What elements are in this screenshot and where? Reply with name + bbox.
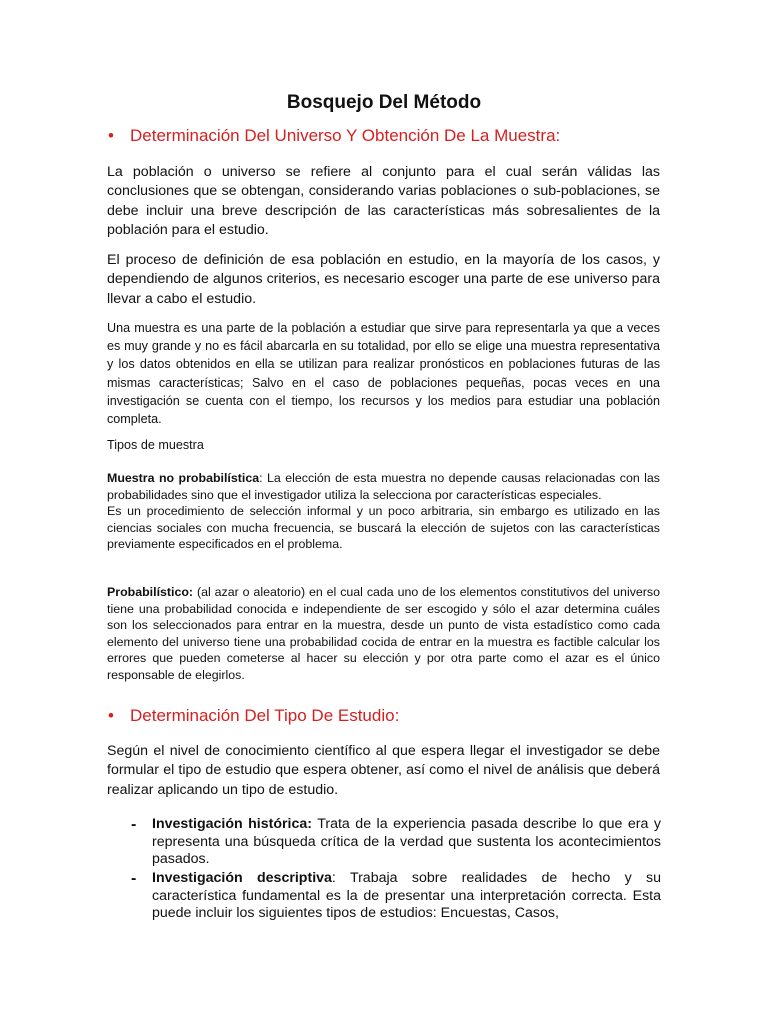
bullet-icon: •	[108, 126, 114, 145]
term-probabilistico: Probabilístico:	[107, 585, 194, 599]
definition-text: Trata de la experiencia pasada describe lo que era y representa una búsqueda crítica de la verdad que sustenta los acontecimientos pasados.	[152, 816, 661, 868]
section-heading-text: Determinación Del Tipo De Estudio:	[130, 706, 400, 725]
dash-marker: -	[131, 816, 137, 833]
definition-text: : La elección de esta muestra no depende causas relacionadas con las probabilidades sino que el investigador utiliza la selecciona por características especiales.	[107, 471, 661, 502]
paragraph-tipo-estudio	[107, 742, 660, 800]
paragraph-text: Una muestra es una parte de la población a estudiar que sirve para representarla ya que a veces es muy grande y no es fácil abarcarla en su totalidad, por ello se elige una muestra representativa y los datos obtenidos en ella se utilizan para realizar pronósticos en poblaciones futuras de las mismas características; Salvo en el caso de poblaciones pequeñas, pocas veces en una investigación se cuenta con el tiempo, los recursos y los medios para estudiar una población completa.	[107, 321, 660, 427]
paragraph-text: La población o universo se refiere al conjunto para el cual serán válidas las conclusiones que se obtengan, considerando varias poblaciones o sub-poblaciones, se debe incluir una breve descripción de las características más sobresalientes de la población para el estudio.	[107, 164, 660, 239]
section-heading-tipo-estudio	[108, 706, 400, 726]
term-descriptiva: Investigación descriptiva	[152, 870, 332, 886]
definition-text-2: Es un procedimiento de selección informal y un poco arbitraria, sin embargo es utilizado en las ciencias sociales con mucha frecuencia, se buscará la elección de sujetos con las características previamente especificados en el problema.	[107, 504, 660, 552]
list-item-historica	[109, 816, 661, 869]
dash-marker: -	[131, 870, 137, 887]
list-item-descriptiva	[109, 870, 661, 923]
section-heading-text: Determinación Del Universo Y Obtención De La Muestra:	[130, 126, 561, 145]
paragraph-no-probabilistica	[107, 470, 660, 553]
page-title: Bosquejo Del Método	[286, 92, 482, 113]
paragraph-text: Tipos de muestra	[107, 438, 204, 452]
paragraph-probabilistico	[107, 584, 660, 684]
definition-text: (al azar o aleatorio) en el cual cada uno de los elementos constitutivos del universo tiene una probabilidad conocida e independiente de ser escogido y sólo el azar determina cuáles son los seleccionados para entrar en la muestra, desde un punto de vista estadístico como cada elemento del universo tiene una probabilidad cocida de entrar en la muestra es factible calcular los errores que pueden cometerse al hacer su elección y por otra parte como el azar es el único responsable de elegirlos.	[107, 585, 660, 682]
paragraph-proceso	[107, 251, 660, 309]
bullet-icon: •	[108, 706, 114, 725]
paragraph-text: El proceso de definición de esa población en estudio, en la mayoría de los casos, y dependiendo de algunos criterios, es necesario escoger una parte de ese universo para llevar a cabo el estudio.	[107, 252, 660, 307]
section-heading-universo	[108, 126, 561, 146]
paragraph-text: Según el nivel de conocimiento científico al que espera llegar el investigador se debe formular el tipo de estudio que espera obtener, así como el nivel de análisis que deberá realizar aplicando un tipo de estudio.	[107, 743, 660, 798]
term-no-probabilistica: Muestra no probabilística	[107, 471, 260, 485]
tipos-de-muestra-label	[107, 436, 660, 454]
paragraph-muestra	[107, 319, 660, 428]
definition-text: : Trabaja sobre realidades de hecho y su característica fundamental es la de presentar una interpretación correcta. Esta puede incluir los siguientes tipos de estudios: Encuestas, Casos,	[152, 870, 661, 922]
term-historica: Investigación histórica:	[152, 816, 313, 832]
paragraph-poblacion	[107, 163, 660, 241]
